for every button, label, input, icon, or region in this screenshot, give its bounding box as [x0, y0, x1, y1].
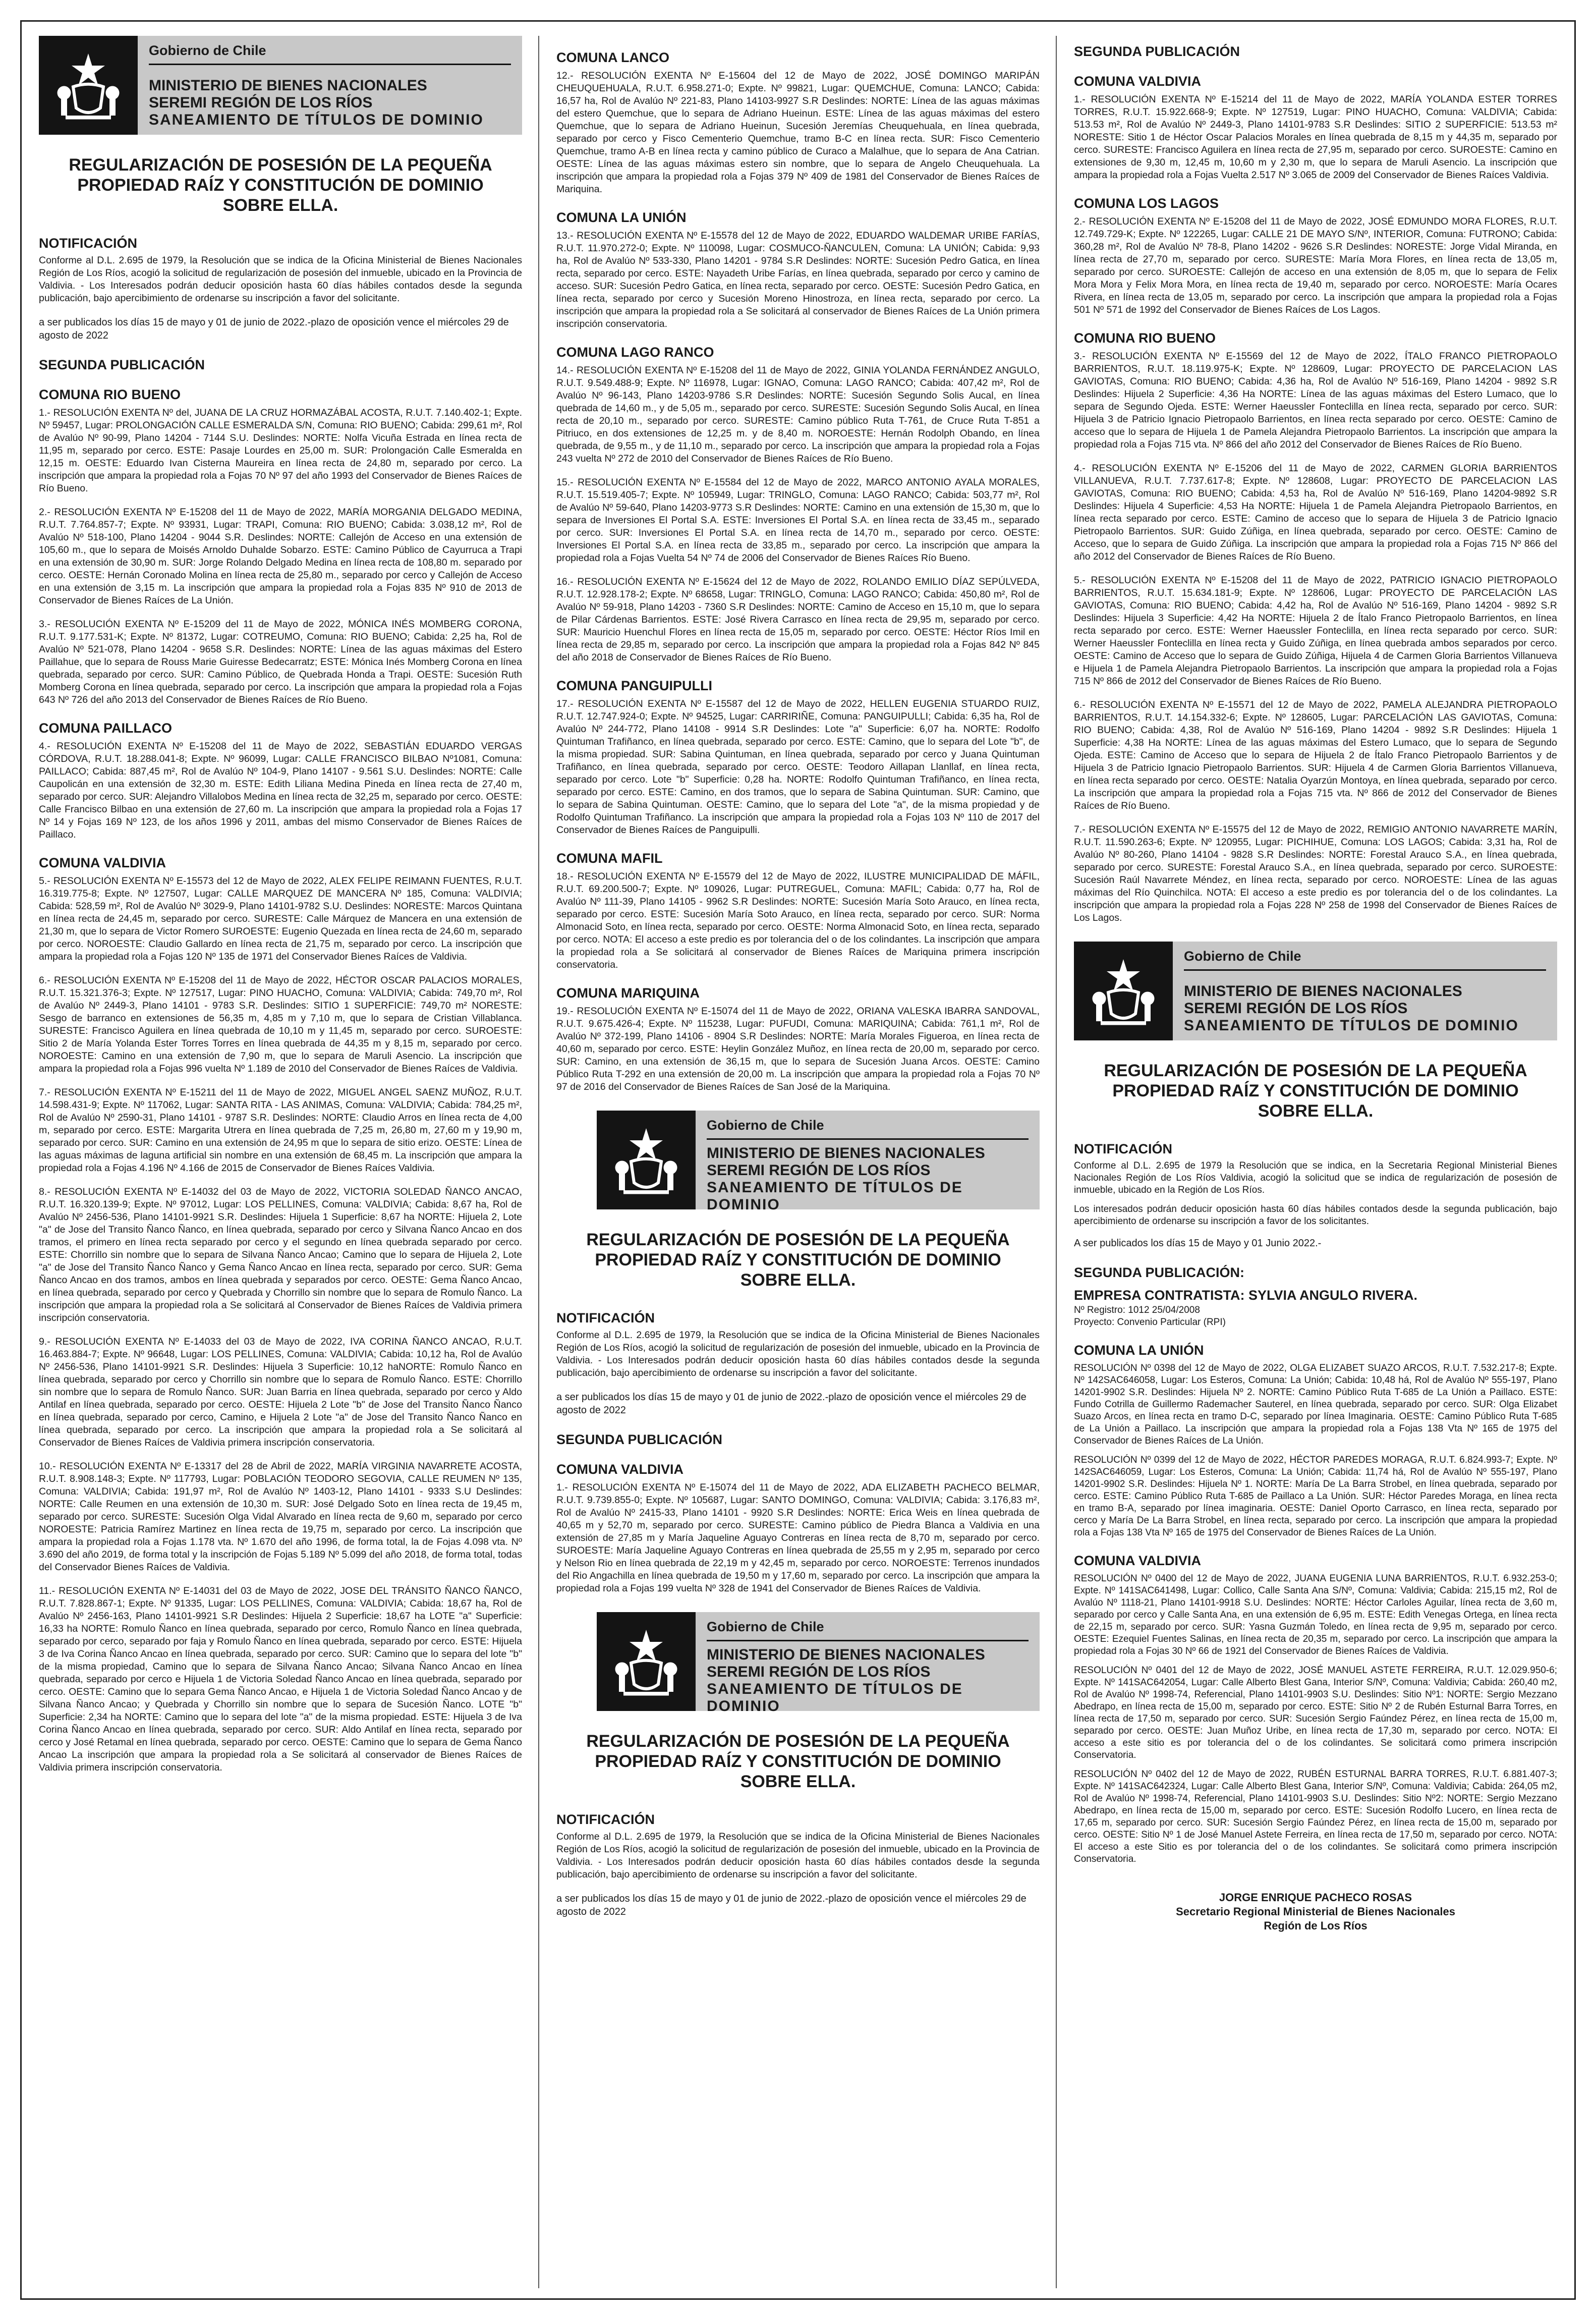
resolution-entry: RESOLUCIÓN Nº 0398 del 12 de Mayo de 2022, OLGA ELIZABET SUAZO ARCOS, R.U.T. 7.532.217-8; Expte. Nº 142SAC646058, Lugar: Los Esteros, Comuna: La Unión; Cabida: 10,48 há, Rol de Avalúo Nº 555-197, Plano 14201-9902 S.R. Deslindes: Hijuela Nº 2. NORTE: Camino Público Ruta T-685 de La Unión a Paillaco. ESTE: Fundo Cotrilla de Guillermo Rademacher Sauterel, en línea quebrada, separado por cerco. SUR: Olga Elizabet Suazo Arcos, en línea recta en tramo D-C, separado por línea Imaginaria. OESTE: Camino Público Ruta T-685 de La Unión a Paillaco. La inscripción que ampara la propiedad rola a Fojas 138 Vta Nº 165 de 1975 del Conservador de Bienes Raíces de La Unión.: [1074, 1363, 1557, 1446]
registro-number: Nº Registro: 1012 25/04/2008: [1074, 1305, 1200, 1315]
chile-coat-of-arms-icon: [597, 1111, 696, 1209]
header-text-box: [696, 1612, 1040, 1715]
resolution-entry: 7.- RESOLUCIÓN EXENTA Nº E-15211 del 11 de Mayo de 2022, MIGUEL ANGEL SAENZ MUÑOZ, R.U.T. 14.598.431-9; Expte. Nº 117062, Lugar: SANTA RITA - LAS ANIMAS, Comuna: VALDIVIA; Cabida: 784,25 m², Rol de Avalúo Nº 2590-31, Plano 14101 - 9787 S.R. Deslindes: NORTE: Claudio Arros en línea recta de 4,00 m, separado por cerco. ESTE: Margarita Utrera en línea quebrada de 7,25 m, 26,80 m, 27,60 m y 19,90 m, separado por cerco. SUR: Camino en una extensión de 24,95 m que lo separa de sitio erizo. OESTE: Línea de las aguas máximas de laguna artificial sin nombre en una extensión de 68,45 m. La inscripción que ampara la propiedad rola a Fojas 4.196 Nº 4.166 de 2015 de Conservador de Bienes Raíces Valdivia.: [39, 1087, 522, 1174]
comuna-heading: COMUNA LOS LAGOS: [1074, 196, 1219, 211]
seremi-name: SEREMI REGIÓN DE LOS RÍOS: [1184, 1000, 1408, 1017]
interesados-text: Los interesados podrán deducir oposición hasta 60 días hábiles contados desde la segunda publicación, bajo apercibimiento de ordenarse su inscripción a favor de los solicitantes.: [1074, 1204, 1557, 1227]
empresa-contratista: EMPRESA CONTRATISTA: SYLVIA ANGULO RIVERA.: [1074, 1288, 1418, 1303]
resolution-entry: 17.- RESOLUCIÓN EXENTA Nº E-15587 del 12 de Mayo de 2022, HELLEN EUGENIA STUARDO RUIZ, R.U.T. 12.747.924-0; Expte. Nº 94525, Lugar: CARRIRIÑE, Comuna: PANGUIPULLI; Cabida: 6,35 ha, Rol de Avalúo Nº 244-772, Plano 14108 - 9914 S.R Deslindes: Lote "a" Superficie: 6,07 ha. NORTE: Rodolfo Quintuman Trafiñanco, en línea quebrada, separado por cerco. ESTE: Camino, que lo separa del Lote "b", de la misma propiedad. SUR: Sabina Quintuman, en línea quebrada, separado por cerco y Juana Quintuman Trafiñanco, en línea quebrada, separado por cerco. OESTE: Teodoro Aillapan Llanllaf, en línea recta, separado por cerco. Lote "b" Superficie: 0,28 ha. NORTE: Rodolfo Quintuman Trafiñanco, en línea recta, separado por cerco. ESTE: Camino, en dos tramos, que lo separa de Sabina Quintuman. SUR: Camino, que lo separa de Sabina Quintuman. OESTE: Camino, que lo separa del Lote "a", de la misma propiedad y de Rodolfo Quintuman Trafiñanco. La inscripción que ampara la propiedad rola a Fojas 103 Nº 110 de 2017 del Conservador de Bienes Raíces de Panguipulli.: [556, 698, 1040, 836]
notice-d-entries: [1074, 1343, 1557, 1865]
segunda-publicacion-label: SEGUNDA PUBLICACIÓN: [556, 1432, 723, 1447]
newspaper-page: [20, 20, 1576, 2300]
notice-title: REGULARIZACIÓN DE POSESIÓN DE LA PEQUEÑA PROPIEDAD RAÍZ Y CONSTITUCIÓN DE DOMINIO SOBRE ELLA.: [69, 155, 492, 215]
seremi-name: SEREMI REGIÓN DE LOS RÍOS: [707, 1162, 931, 1179]
ministry-name: MINISTERIO DE BIENES NACIONALES: [149, 77, 427, 94]
comuna-heading: COMUNA MARIQUINA: [556, 985, 700, 1001]
column-3: [1074, 36, 1557, 2288]
resolution-entry: 1.- RESOLUCIÓN EXENTA Nº E-15074 del 11 de Mayo de 2022, ADA ELIZABETH PACHECO BELMAR, R.U.T. 9.739.855-0; Expte. Nº 105687, Lugar: SANTO DOMINGO, Comuna: VALDIVIA; Cabida: 3.176,83 m², Rol de Avalúo Nº 2415-33, Plano 14101 - 9920 S.R Deslindes: NORTE: Erica Weis en línea quebrada de 40,65 m y 52,70 m, separado por cerco. SURESTE: Camino público de Piedra Blanca a Valdivia en una extensión de 27,85 m y María Jaqueline Aguayo Contreras en línea recta de 8,70 m, separado por cerco. SUROESTE: María Jaqueline Aguayo Contreras en línea quebrada de 25,55 m y 2,95 m, separado por cerco y Nelson Rio en línea quebrada de 22,19 m y 42,45 m, separado por cerco. NOROESTE: Terrenos inundados del Rio Angachilla en línea quebrada de 19,50 m y 17,60 m, separado por cerco. La inscripción que ampara la propiedad rola a Fojas 199 vuelta Nº 328 de 1941 del Conservador de Bienes Raíces de Valdivia.: [556, 1482, 1040, 1594]
ministry-header: [1074, 942, 1557, 1040]
notice-title: REGULARIZACIÓN DE POSESIÓN DE LA PEQUEÑA PROPIEDAD RAÍZ Y CONSTITUCIÓN DE DOMINIO SOBRE ELLA.: [586, 1732, 1010, 1791]
resolution-entry: 4.- RESOLUCIÓN EXENTA Nº E-15208 del 11 de Mayo de 2022, SEBASTIÁN EDUARDO VERGAS CÓRDOVA, R.U.T. 18.288.041-8; Expte. Nº 96099, Lugar: CALLE FRANCISCO BILBAO Nº1081, Comuna: PAILLACO; Cabida: 887,45 m², Rol de Avalúo Nº 104-9, Plano 14107 - 9.561 S.U. Deslindes: NORTE: Calle Caupolicán en una extensión de 32,30 m. ESTE: Edith Liliana Medina Pineda en línea recta de 27,40 m, separado por cerco. SUR: Alejandro Villalobos Medina en línea recta de 32,25 m, separado por cerco. OESTE: Calle Francisco Bilbao en una extensión de 27,60 m. La inscripción que ampara la propiedad rola a Fojas 17 Nº 14 y Fojas 169 Nº 123, de los años 1996 y 2011, ambas del mismo Conservador de Bienes Raíces de Paillaco.: [39, 741, 522, 840]
header-text-box: [1173, 942, 1557, 1040]
resolution-entry: 2.- RESOLUCIÓN EXENTA Nº E-15208 del 11 de Mayo de 2022, JOSÉ EDMUNDO MORA FLORES, R.U.T. 12.749.729-K; Expte. Nº 122265, Lugar: CALLE 21 DE MAYO S/Nº, INTERIOR, Comuna: FUTRONO; Cabida: 360,28 m², Rol de Avalúo Nº 78-8, Plano 14202 - 9626 S.R Deslindes: NORESTE: Jorge Vidal Miranda, en línea recta de 27,70 m, separado por cerco. SURESTE: María Mora Flores, en línea recta de 13,05 m, separado por cerco. SUROESTE: Callejón de acceso en una extensión de 8,05 m, que lo separa de Felix Mora Mora y Felix Mora Mora, en línea recta de 19,40 m, separado por cerco. NOROESTE: María Ocares Rivera, en línea recta de 13,05 m, separado por cerco. La inscripción que ampara la propiedad rola a Fojas 501 Nº 571 de 1992 del Conservador de Bienes Raíces de Los Lagos.: [1074, 216, 1557, 315]
ministry-name: MINISTERIO DE BIENES NACIONALES: [707, 1646, 985, 1663]
resolution-entry: 6.- RESOLUCIÓN EXENTA Nº E-15208 del 11 de Mayo de 2022, HÉCTOR OSCAR PALACIOS MORALES, R.U.T. 15.321.376-3; Expte. Nº 127517, Lugar: PINO HUACHO, Comuna: VALDIVIA; Cabida: 749,70 m², Rol de Avalúo Nº 2449-3, Plano 14101 - 9783 S.R. Deslindes: SITIO 1 SUPERFICIE: 749,70 m² NORESTE: Sesgo de barranco en extensiones de 56,35 m, 4,85 m y 7,10 m, que lo separa de Cristian Villablanca. SURESTE: Francisco Aguilera en línea quebrada de 10,10 m y 11,45 m, separado por cerco. SUROESTE: Sitio 2 de María Yolanda Ester Torres Torres en línea quebrada de 44,35 m y 8,15 m, separado por cerco. NOROESTE: Camino en una extensión de 7,90 m, que lo separa de Maruli Asencio. La inscripción que ampara la propiedad rola a Fojas 996 vuelta Nº 1.189 de 2010 del Conservador de Bienes Raíces de Valdivia.: [39, 975, 522, 1074]
comuna-heading: COMUNA LA UNIÓN: [556, 210, 687, 225]
comuna-heading: COMUNA PAILLACO: [39, 721, 172, 736]
segunda-publicacion-label: SEGUNDA PUBLICACIÓN: [39, 357, 205, 372]
notificacion-text: Conforme al D.L. 2.695 de 1979, la Resolución que se indica de la Oficina Ministerial de Bienes Nacionales Región de Los Ríos, acogió la solicitud de regularización de posesión del inmueble, ubicado en la Provincia de Valdivia. - Los Interesados podrán deducir oposición hasta 60 días hábiles contados desde la segunda publicación, bajo apercibimiento de ordenarse su inscripción a favor del solicitante.: [39, 255, 522, 304]
header-text-box: [138, 36, 522, 135]
publication-dates: a ser publicados los días 15 de mayo y 01 de junio de 2022.-plazo de oposición vence el miércoles 29 de agosto de 2022: [556, 1392, 1027, 1416]
ministry-header: [597, 1111, 1040, 1213]
resolution-entry: RESOLUCIÓN Nº 0400 del 12 de Mayo de 2022, JUANA EUGENIA LUNA BARRIENTOS, R.U.T. 6.932.253-0; Expte. Nº 141SAC641498, Lugar: Collico, Calle Santa Ana S/Nº, Comuna: Valdivia; Cabida: 215,15 m2, Rol de Avalúo Nº 1118-21, Plano 14101-9918 S.U. Deslindes: NORTE: Héctor Carloles Aguilar, línea recta de 3,60 m, separado por cerco y Calle Santa Ana, en una extensión de 6,95 m. ESTE: Edith Venegas Ortega, en línea recta de 22,15 m, separado por cerco. SUR: Yasna Guzmán Toledo, en línea recta de 9,95 m, separado por cerco. OESTE: Ezequiel Fuentes Salinas, en línea recta de 20,35 m, separado por cerco. La inscripción que ampara la propiedad rola a Fojas 30 Nº 66 de 1921 del Conservador de Bienes Raíces de Valdivia.: [1074, 1573, 1557, 1656]
comuna-heading: COMUNA RIO BUENO: [39, 387, 181, 402]
notice-title: REGULARIZACIÓN DE POSESIÓN DE LA PEQUEÑA PROPIEDAD RAÍZ Y CONSTITUCIÓN DE DOMINIO SOBRE ELLA.: [586, 1230, 1010, 1290]
gobierno-label: Gobierno de Chile: [149, 43, 511, 65]
comuna-heading: COMUNA RIO BUENO: [1074, 330, 1216, 346]
resolution-entry: 9.- RESOLUCIÓN EXENTA Nº E-14033 del 03 de Mayo de 2022, IVA CORINA ÑANCO ANCAO, R.U.T. 16.463.884-7; Expte. Nº 96648, Lugar: LOS PELLINES, Comuna: VALDIVIA; Cabida: 10,12 ha, Rol de Avalúo Nº 2456-536, Plano 14101-9921 S.R. Deslindes: Hijuela 3 Superficie: 10,12 haNORTE: Romulo Ñanco en línea quebrada, separado por cerco y Chorrillo sin nombre que lo separa de Romulo Ñanco. ESTE: Chorrillo sin nombre que lo separa de Romulo Ñanco. SUR: Juan Barria en línea quebrada, separado por cerco y Aldo Antilaf en línea quebrada, separado por cerco. OESTE: Hijuela 2 Lote "b" de Jose del Transito Ñanco Ñanco en línea quebrada, separado por cerco, Camino, e Hijuela 2 Lote "a" de Jose del Transito Ñanco Ñanco en línea quebrada, separado por cerco. La inscripción que ampara la propiedad rola a Se solicitará al Conservador de Bienes Raíces de Valdivia primera inscripción conservatoria.: [39, 1336, 522, 1448]
notice-title: REGULARIZACIÓN DE POSESIÓN DE LA PEQUEÑA PROPIEDAD RAÍZ Y CONSTITUCIÓN DE DOMINIO SOBRE ELLA.: [1104, 1061, 1527, 1121]
notificacion-label: NOTIFICACIÓN: [556, 1310, 655, 1325]
resolution-entry: 1.- RESOLUCIÓN EXENTA Nº E-15214 del 11 de Mayo de 2022, MARÍA YOLANDA ESTER TORRES TORRES, R.U.T. 15.922.668-9; Expte. Nº 127519, Lugar: PINO HUACHO, Comuna: VALDIVIA; Cabida: 513.53 m², Rol de Avalúo Nº 2449-3, Plano 14101-9783 S.R Deslindes: SITIO 2 SUPERFICIE: 513.53 m² NORESTE: Sitio 1 de Héctor Oscar Palacios Morales en línea quebrada de 8,15 m y 44,35 m, separado por cerco. SURESTE: Francisco Aguilera en línea recta de 27,95 m, separado por cerco. SUROESTE: Camino en extensiones de 9,30 m, 12,45 m, 10,60 m y 2,30 m, que lo separa de Maruli Asencio. La inscripción que ampara la propiedad rola a Fojas Vuelta 2.517 Nº 3.065 de 2009 del Conservador de Bienes Raíces Valdivia.: [1074, 94, 1557, 181]
notificacion-text: Conforme al D.L. 2.695 de 1979, la Resolución que se indica de la Oficina Ministerial de Bienes Nacionales Región de Los Ríos, acogió la solicitud de regularización de posesión del inmueble, ubicado en la Provincia de Valdivia. - Los Interesados podrán deducir oposición hasta 60 días hábiles contados desde la segunda publicación, bajo apercibimiento de ordenarse su inscripción a favor del solicitante.: [556, 1330, 1040, 1378]
comuna-heading: COMUNA MAFIL: [556, 851, 663, 866]
comuna-heading: COMUNA LANCO: [556, 50, 669, 65]
chile-coat-of-arms-icon: [39, 36, 138, 135]
column-2: [556, 36, 1040, 2288]
publication-dates: a ser publicados los días 15 de mayo y 01 de junio de 2022.-plazo de oposición vence el miércoles 29 de agosto de 2022: [39, 317, 509, 341]
resolution-entry: 19.- RESOLUCIÓN EXENTA Nº E-15074 del 11 de Mayo de 2022, ORIANA VALESKA IBARRA SANDOVAL, R.U.T. 9.675.426-4; Expte. Nº 115238, Lugar: PUFUDI, Comuna: MARIQUINA; Cabida: 761,1 m², Rol de Avalúo Nº 372-199, Plano 14106 - 8904 S.R Deslindes: NORTE: María Morales Figueroa, en línea recta de 40,60 m, separado por cerco. ESTE: Heylin González Muñoz, en línea recta de 20,00 m, separado por cerco. SUR: Camino, en una extensión de 36,15 m, que lo separa de Sucesión Juana Arcos. OESTE: Camino Público Ruta T-292 en una extensión de 20,00 m. La inscripción que ampara la propiedad rola a Fojas 70 Nº 97 de 2016 del Conservador de Bienes Raíces de San José de la Mariquina.: [556, 1006, 1040, 1092]
notificacion-label: NOTIFICACIÓN: [39, 236, 137, 251]
resolution-entry: 3.- RESOLUCIÓN EXENTA Nº E-15209 del 11 de Mayo de 2022, MÓNICA INÉS MOMBERG CORONA, R.U.T. 9.177.531-K; Expte. Nº 81372, Lugar: COTREUMO, Comuna: RIO BUENO; Cabida: 2,25 ha, Rol de Avalúo Nº 521-078, Plano 14204 - 9658 S.R. Deslindes: NORTE: Línea de las aguas máximas del Estero Paillahue, que lo separa de Rouss Marie Guiresse Bedecarratz; ESTE: Mónica Inés Momberg Corona en línea quebrada, separado por cerco. SUR: Camino Público, de Quebrada Honda a Trapi. OESTE: Sucesión Ruth Momberg Corona en línea quebrada, separado por cerco. La inscripción que ampara la propiedad rola a Fojas 643 Nº 726 del año 2013 del Conservador de Bienes Raíces de Río Bueno.: [39, 619, 522, 705]
ministry-name: MINISTERIO DE BIENES NACIONALES: [707, 1145, 985, 1162]
header-text-box: [696, 1111, 1040, 1213]
resolution-entry: 1.- RESOLUCIÓN EXENTA Nº del, JUANA DE LA CRUZ HORMAZÁBAL ACOSTA, R.U.T. 7.140.402-1; Expte. Nº 59457, Lugar: PROLONGACIÓN CALLE ESMERALDA S/N, Comuna: RIO BUENO; Cabida: 299,61 m², Rol de Avalúo Nº 90-99, Plano 14204 - 7144 S.U. Deslindes: NORTE: Nolfa Vicuña Estrada en línea recta de 11,95 m, separado por cerco. ESTE: Pasaje Lourdes en 25,00 m. SUR: Prolongación Calle Esmeralda en 12,15 m. OESTE: Eduardo Ivan Cisterna Maureira en línea recta de 24,80 m, separado por cerco. La inscripción que ampara la propiedad rola a Fojas 70 Nº 97 del año 1993 del Conservador de Bienes Raíces de Río Bueno.: [39, 407, 522, 494]
resolution-entry: 5.- RESOLUCIÓN EXENTA Nº E-15208 del 11 de Mayo de 2022, PATRICIO IGNACIO PIETROPAOLO BARRIENTOS, R.U.T. 15.634.181-9; Expte. Nº 128606, Lugar: PROYECTO DE PARCELACIÓN LAS GAVIOTAS, Comuna: RIO BUENO; Cabida: 4,42 ha, Rol de Avalúo Nº 516-169, Plano 14204 - 9892 S.R Deslindes: Hijuela 3 Superficie: 4,42 Ha NORTE: Hijuela 2 de Ítalo Franco Pietropaolo Barrientos, en línea recta separado por cerco. ESTE: Werner Haeussler Fonteclilla, en línea recta separado por cerco. SUR: Werner Haeussler Fonteclilla en línea recta y Guido Zúñiga, en línea quebrada ambos separados por cerco. OESTE: Camino de Acceso que lo separa de Guido Zúñiga, Hijuela 4 de Carmen Gloria Barrientos Villanueva e Hijuela 1 de Pamela Alejandra Pietropaolo Barrientos. La inscripción que ampara la propiedad rola a Fojas 715 Nº 866 de 2012 del Conservador de Bienes Raíces de Río Bueno.: [1074, 575, 1557, 687]
seremi-name: SEREMI REGIÓN DE LOS RÍOS: [707, 1664, 931, 1680]
column-2-entries: [556, 50, 1040, 1093]
resolution-entry: 7.- RESOLUCIÓN EXENTA Nº E-15575 del 12 de Mayo de 2022, REMIGIO ANTONIO NAVARRETE MARÍN, R.U.T. 11.590.263-6; Expte. Nº 120955, Lugar: PICHIHUE, Comuna: LOS LAGOS; Cabida: 3,31 ha, Rol de Avalúo Nº 80-260, Plano 14104 - 9828 S.R Deslindes: NORTE: Forestal Arauco S.A., en línea quebrada, separado por cerco. SURESTE: Forestal Arauco S.A., en línea quebrada, separado por cerco. SUROESTE: Sucesión Raúl Navarrete Méndez, en línea recta, separado por cerco. NOROESTE: Línea de las aguas máximas del Río Quinchilca. NOTA: El acceso a este predio es por tolerancia del o de los colindantes. La inscripción que ampara la propiedad rola a Fojas 228 Nº 258 de 1998 del Conservador de Bienes Raíces de Los Lagos.: [1074, 824, 1557, 923]
department-name: SANEAMIENTO DE TÍTULOS DE DOMINIO: [707, 1179, 963, 1213]
resolution-entry: 8.- RESOLUCIÓN EXENTA Nº E-14032 del 03 de Mayo de 2022, VICTORIA SOLEDAD ÑANCO ANCAO, R.U.T. 16.320.139-9; Expte. Nº 97012, Lugar: LOS PELLINES, Comuna: VALDIVIA; Cabida: 8,67 ha, Rol de Avalúo Nº 2456-536, Plano 14101-9921 S.R. Deslindes: Hijuela 1 Superficie: 8,67 ha NORTE: Hijuela 2, Lote "a" de Jose del Transito Ñanco Ñanco, en línea quebrada, separado por cerco y Silvana Ñanco Ancao en dos tramos, el primero en línea recta separado por cerco y el segundo en línea quebrada separado por cerco. ESTE: Chorrillo sin nombre que lo separa de Silvana Ñanco Ancao; Camino que lo separa de Hijuela 2, Lote "a" de Jose del Transito Ñanco Ñanco y Gema Ñanco Ancao en línea recta, separado por cerco. SUR: Gema Ñanco Ancao en dos tramos, ambos en línea quebrada y separados por cerco. OESTE: Gema Ñanco Ancao, en línea quebrada, separado por cerco y Quebrada y Chorrillo sin nombre que lo separa de Romulo Ñanco. La inscripción que ampara la propiedad rola a Se solicitará al Conservador de Bienes Raíces de Valdivia primera inscripción conservatoria.: [39, 1186, 522, 1323]
resolution-entry: 18.- RESOLUCIÓN EXENTA Nº E-15579 del 12 de Mayo de 2022, ILUSTRE MUNICIPALIDAD DE MÁFIL, R.U.T. 69.200.500-7; Expte. Nº 109026, Lugar: PUTREGUEL, Comuna: MAFIL; Cabida: 0,77 ha, Rol de Avalúo Nº 111-39, Plano 14105 - 9962 S.R Deslindes: NORTE: Sucesión María Soto Arauco, en línea recta, separado por cerco. ESTE: Sucesión María Soto Arauco, en línea recta, separado por cerco. SUR: Norma Almonacid Soto, en línea recta, separado por cerco. OESTE: Norma Almonacid Soto, en línea recta, separado por cerco. NOTA: El acceso a este predio es por tolerancia del o de los colindantes. La inscripción que ampara la propiedad rola a Se solicitará al conservador de Bienes Raíces de Mariquina primera inscripción conservatoria.: [556, 871, 1040, 970]
resolution-entry: RESOLUCIÓN Nº 0401 del 12 de Mayo de 2022, JOSÉ MANUEL ASTETE FERREIRA, R.U.T. 12.029.950-6; Expte. Nº 141SAC642054, Lugar: Calle Alberto Blest Gana, Interior S/Nº, Comuna: Valdivia; Cabida: 260,40 m2, Rol de Avalúo Nº 1998-74, Referencial, Plano 14101-9903 S.U. Deslindes: Sitio Nº1: NORTE: Sergio Mezzano Abedrapo, en línea recta de 15,00 m, separado por cerco. ESTE: Sitio Nº 2 de Rubén Esturnal Barra Torres, en línea recta de 17,50 m, separado por cerco. SUR: Sucesión Sergio Faúndez Pérez, en línea recta de 15,00 m, separado por cerco. OESTE: Juan Muñoz Uribe, en línea recta de 17,30 m, separado por cerco. NOTA: El acceso a este sitio es por tolerancia del o de los colindantes. Se solicitará como primera inscripción Conservatoria.: [1074, 1665, 1557, 1760]
chile-coat-of-arms-icon: [1074, 942, 1173, 1040]
resolution-entry: 6.- RESOLUCIÓN EXENTA Nº E-15571 del 12 de Mayo de 2022, PAMELA ALEJANDRA PIETROPAOLO BARRIENTOS, R.U.T. 14.154.332-6; Expte. Nº 128605, Lugar: PARCELACIÓN LAS GAVIOTAS, Comuna: RIO BUENO; Cabida: 4,38, Rol de Avalúo Nº 516-169, Plano 14204 - 9892 S.R Deslindes: Hijuela 1 Superficie: 4,38 Ha NORTE: Línea de las aguas máximas del Estero Lumaco, que lo separa de Segundo Ojeda. ESTE: Camino de Acceso que lo separa de Hijuela 2 de Ítalo Franco Pietropaolo Barrientos y de Hijuela 3 de Patricio Ignacio Pietropaolo Barrientos. SUR: Hijuela 4 de Carmen Gloria Barrientos Villanueva, en línea recta separado por cerco. OESTE: Natalia Oyarzún Montoya, en línea quebrada, separado por cerco. La inscripción que ampara la propiedad rola a Fojas 715 vta. Nº 866 de 2012 del Conservador de Bienes Raíces de Río Bueno.: [1074, 699, 1557, 811]
proyecto-label: Proyecto: Convenio Particular (RPI): [1074, 1317, 1226, 1328]
department-name: SANEAMIENTO DE TÍTULOS DE DOMINIO: [1184, 1017, 1519, 1034]
notificacion-label: NOTIFICACIÓN: [556, 1812, 655, 1827]
column-3-entries: [1074, 74, 1557, 924]
department-name: SANEAMIENTO DE TÍTULOS DE DOMINIO: [707, 1681, 963, 1715]
notificacion-label: NOTIFICACIÓN: [1074, 1141, 1172, 1156]
ministry-name: MINISTERIO DE BIENES NACIONALES: [1184, 983, 1462, 1000]
gobierno-label: Gobierno de Chile: [707, 1118, 1029, 1140]
resolution-entry: 2.- RESOLUCIÓN EXENTA Nº E-15208 del 11 de Mayo de 2022, MARÍA MORGANIA DELGADO MEDINA, R.U.T. 7.764.857-7; Expte. Nº 93931, Lugar: TRAPI, Comuna: RIO BUENO; Cabida: 3.038,12 m², Rol de Avalúo Nº 518-100, Plano 14204 - 9044 S.R. Deslindes: NORTE: Callejón de Acceso en una extensión de 105,60 m., que lo separa de Moisés Arnoldo Duhalde Sobarzo. ESTE: Camino Público de Cayurruca a Trapi en una extensión de 30,90 m. SUR: Jorge Rolando Delgado Medina en línea recta de 108,80 m. separado por cerco. OESTE: Hernán Coronado Molina en línea recta de 25,80 m., separado por cerco y Callejón de Acceso en una extensión de 3,15 m. La inscripción que ampara la propiedad rola a Fojas 835 Nº 910 de 2013 de Conservador de Bienes Raíces de La Unión.: [39, 507, 522, 606]
comuna-heading: COMUNA LAGO RANCO: [556, 345, 714, 360]
resolution-entry: 15.- RESOLUCIÓN EXENTA Nº E-15584 del 12 de Mayo de 2022, MARCO ANTONIO AYALA MORALES, R.U.T. 15.519.405-7; Expte. Nº 105949, Lugar: TRINGLO, Comuna: LAGO RANCO; Cabida: 503,77 m², Rol de Avalúo Nº 59-640, Plano 14203-9773 S.R Deslindes: NORTE: Camino en una extensión de 15,30 m, que lo separa de Inversiones El Portal S.A. ESTE: Inversiones El Portal S.A. en línea recta de 33,45 m., separado por cerco. SUR: Inversiones El Portal S.A. en línea recta de 14,70 m., separado por cerco. OESTE: Inversiones El Portal S.A. en línea recta de 33,85 m., separado por cerco. La inscripción que ampara la propiedad rola a Fojas Vuelta 54 Nº 74 de 2006 del Conservador de Bienes Raíces Río Bueno.: [556, 477, 1040, 564]
resolution-entry: 13.- RESOLUCIÓN EXENTA Nº E-15578 del 12 de Mayo de 2022, EDUARDO WALDEMAR URIBE FARÍAS, R.U.T. 11.970.272-0; Expte. Nº 110098, Lugar: COSMUCO-ÑANCULEN, Comuna: LA UNIÓN; Cabida: 9,93 ha, Rol de Avalúo Nº 533-330, Plano 14201 - 9784 S.R Deslindes: NORTE: Sucesión Pedro Gatica, en línea recta, separado por cerco. ESTE: Nayadeth Uribe Farías, en línea quebrada, separado por cerco y camino de acceso. SUR: Sucesión Pedro Gatica, en línea recta, separado por cerco. OESTE: Sucesión Pedro Gatica, en línea recta, separado por cerco y Sucesión Moreno Hinostroza, en línea recta, separado por cerco. La inscripción que ampara la propiedad rola a Se solicitará al conservador de Bienes Raíces de La Unión primera inscripción conservatoria.: [556, 230, 1040, 329]
signatory-name: JORGE ENRIQUE PACHECO ROSAS: [1219, 1891, 1412, 1904]
seremi-name: SEREMI REGIÓN DE LOS RÍOS: [149, 94, 373, 111]
resolution-entry: 5.- RESOLUCIÓN EXENTA Nº E-15573 del 12 de Mayo de 2022, ALEX FELIPE REIMANN FUENTES, R.U.T. 16.319.775-8; Expte. Nº 127507, Lugar: CALLE MARQUEZ DE MANCERA Nº 185, Comuna: VALDIVIA; Cabida: 528,59 m², Rol de Avalúo Nº 3029-9, Plano 14101-9782 S.U. Deslindes: NORESTE: Marcos Quintana en línea recta de 24,45 m, separado por cerco. SURESTE: Calle Márquez de Mancera en una extensión de 21,30 m, que lo separa de Victor Romero SUROESTE: Eugenio Quezada en línea recta de 24,60 m, separado por cerco. NOROESTE: Claudio Gallardo en línea recta de 21,75 m, separado por cerco. La inscripción que ampara la propiedad rola a Fojas 120 Nº 135 de 1971 del Conservador Bienes Raíces de Valdivia.: [39, 875, 522, 962]
ministry-header: [597, 1612, 1040, 1715]
resolution-entry: 12.- RESOLUCIÓN EXENTA Nº E-15604 del 12 de Mayo de 2022, JOSÉ DOMINGO MARIPÁN CHEUQUEHUALA, R.U.T. 6.958.271-0; Expte. Nº 99821, Lugar: QUEMCHUE, Comuna: LANCO; Cabida: 16,57 ha, Rol de Avalúo Nº 221-83, Plano 14103-9927 S.R Deslindes: NORTE: Línea de las aguas máximas del estero Quemchue, que lo separa de Adriano Hueinun. ESTE: Línea de las aguas máximas del estero Quemchue, que lo separa de Adriano Hueinun, Sucesión Jeremías Cheuquehuala, en línea quebrada, separado por cerco y Fisco Cementerio Quemchue, tramo B-C en línea recta. SUR: Fisco Cementerio Quemchue, tramo A-B en línea recta y camino público de Curaco a Malalhue, que lo separa de Ana Catrian. OESTE: Línea de las aguas máximas estero sin nombre, que lo separa de Angelo Cheuquehuala. La inscripción que ampara la propiedad rola a Fojas 379 Nº 409 de 1981 del Conservador de Bienes Raíces de Mariquina.: [556, 70, 1040, 195]
column-divider: [538, 36, 539, 2288]
column-divider: [1056, 36, 1057, 2288]
signatory-title: Secretario Regional Ministerial de Bienes Nacionales: [1176, 1905, 1455, 1918]
resolution-entry: 14.- RESOLUCIÓN EXENTA Nº E-15208 del 11 de Mayo de 2022, GINIA YOLANDA FERNÁNDEZ ANGULO, R.U.T. 9.549.488-9; Expte. Nº 116978, Lugar: IGNAO, Comuna: LAGO RANCO; Cabida: 407,42 m², Rol de Avalúo Nº 96-143, Plano 14203-9786 S.R Deslindes: NORTE: Sucesión Segundo Solis Aucal, en línea quebrada de 14,60 m., y de 5,05 m., separado por cerco. SURESTE: Sucesión Segundo Solis Aucal, en línea recta de 20,10 m., separado por cerco. SURESTE: Camino público Ruta T-761, de Cruce Ruta T-851 a Pitriuco, en dos extensiones de 12,25 m. y de 8,40 m. NOROESTE: Hernán Rodolph Obando, en línea quebrada, de 9,55 m., y de 11,10 m., separado por cerco. La inscripción que ampara la propiedad rola a Fojas 243 vuelta Nº 272 de 2010 del Conservador de Bienes Raíces de Río Bueno.: [556, 365, 1040, 464]
notificacion-text: Conforme al D.L. 2.695 de 1979, la Resolución que se indica de la Oficina Ministerial de Bienes Nacionales Región de Los Ríos, acogió la solicitud de regularización de posesión del inmueble, ubicado en la Provincia de Valdivia. - Los Interesados podrán deducir oposición hasta 60 días hábiles contados desde la segunda publicación, bajo apercibimiento de ordenarse su inscripción a favor del solicitante.: [556, 1831, 1040, 1880]
comuna-heading: COMUNA VALDIVIA: [39, 855, 166, 870]
notice-block-b: [556, 1111, 1040, 1595]
comuna-heading: COMUNA VALDIVIA: [556, 1462, 683, 1477]
notice-block-d: [1074, 942, 1557, 1933]
column-1-entries: [39, 387, 522, 1774]
resolution-entry: RESOLUCIÓN Nº 0399 del 12 de Mayo de 2022, HÉCTOR PAREDES MORAGA, R.U.T. 6.824.993-7; Expte. Nº 142SAC646059, Lugar: Los Esteros, Comuna: La Unión; Cabida: 11,74 há, Rol de Avalúo Nº 555-197, Plano 14201-9902 S.R. Deslindes: Hijuela Nº 1. NORTE: María De La Barra Strobel, en línea quebrada, separado por cerco. ESTE: Camino Público Ruta T-685 de Paillaco a La Unión. SUR: Héctor Paredes Moraga, en línea recta en tramo B-A, separado por línea imaginaria. OESTE: Daniel Oporto Carrasco, en línea recta, separado por cerco y María De La Barra Strobel, en línea recta, separado por cerco. La inscripción que ampara la propiedad rola a Fojas 138 Vta Nº 165 de 1975 del Conservador de Bienes Raíces de La Unión.: [1074, 1455, 1557, 1538]
resolution-entry: 10.- RESOLUCIÓN EXENTA Nº E-13317 del 28 de Abril de 2022, MARÍA VIRGINIA NAVARRETE ACOSTA, R.U.T. 8.908.148-3; Expte. Nº 117793, Lugar: POBLACIÓN TEODORO SEGOVIA, CALLE REUMEN Nº 135, Comuna: VALDIVIA; Cabida: 191,97 m², Rol de Avalúo Nº 1403-12, Plano 14101 - 9333 S.U Deslindes: NORTE: Calle Reumen en una extensión de 10,30 m. SUR: José Delgado Soto en línea recta de 19,45 m, separado por cerco. SURESTE: Sucesión Olga Vidal Alvarado en línea recta de 9,60 m, separado por cerco NOROESTE: Patricia Ramírez Martinez en línea recta de 19,75 m, separado por cerco. La inscripción que ampara la propiedad rola a Fojas 1.178 vta. Nº 1.670 del año 1996, de forma total, la de Fojas 4.098 vta. Nº 3.690 del año 2019, de forma total y la inscripción de Fojas 5.189 Nº 5.099 del año 2018, de forma total, todas del Conservador Bienes Raíces de Valdivia.: [39, 1461, 522, 1573]
comuna-heading: COMUNA LA UNIÓN: [1074, 1343, 1204, 1358]
chile-coat-of-arms-icon: [597, 1612, 696, 1711]
gobierno-label: Gobierno de Chile: [1184, 949, 1546, 971]
resolution-entry: 16.- RESOLUCIÓN EXENTA Nº E-15624 del 12 de Mayo de 2022, ROLANDO EMILIO DÍAZ SEPÚLVEDA, R.U.T. 12.928.178-2; Expte. Nº 68658, Lugar: TRINGLO, Comuna: LAGO RANCO; Cabida: 450,80 m², Rol de Avalúo Nº 59-918, Plano 14203 - 7360 S.R Deslindes: NORTE: Camino de Acceso en 15,10 m, que lo separa de Pilar Cárdenas Barrientos. ESTE: José Rivera Carrasco en línea recta de 29,95 m, separado por cerco. SUR: Mauricio Huenchul Flores en línea recta de 15,05 m, separado por cerco. OESTE: Héctor Ríos Imil en línea recta de 29,85 m, separado por cerco. La inscripción que ampara la propiedad rola a Fojas 842 Nº 845 del año 2018 de Conservador de Bienes Raíces de Río Bueno.: [556, 576, 1040, 663]
department-name: SANEAMIENTO DE TÍTULOS DE DOMINIO: [149, 112, 484, 128]
signature-block: [1074, 1891, 1557, 1933]
comuna-heading: COMUNA PANGUIPULLI: [556, 678, 712, 693]
segunda-publicacion-label: SEGUNDA PUBLICACIÓN: [1074, 44, 1240, 59]
publication-dates: a ser publicados los días 15 de mayo y 01 de junio de 2022.-plazo de oposición vence el miércoles 29 de agosto de 2022: [556, 1893, 1027, 1917]
gobierno-label: Gobierno de Chile: [707, 1619, 1029, 1641]
signatory-region: Región de Los Ríos: [1264, 1919, 1367, 1932]
ministry-header: [39, 36, 522, 135]
notice-block-c: [556, 1612, 1040, 1918]
resolution-entry: 11.- RESOLUCIÓN EXENTA Nº E-14031 del 03 de Mayo de 2022, JOSE DEL TRÁNSITO ÑANCO ÑANCO, R.U.T. 7.828.867-1; Expte. Nº 91335, Lugar: LOS PELLINES, Comuna: VALDIVIA; Cabida: 18,67 ha, Rol de Avalúo Nº 2456-163, Plano 14101-9921 S.R Deslindes: Hijuela 2 Superficie: 18,67 ha LOTE "a" Superficie: 16,33 ha NORTE: Romulo Ñanco en línea quebrada, separado por cerco, Romulo Ñanco en línea quebrada, separado por cerco, separado por faja y Romulo Ñanco en línea quebrada, separado por cerco. ESTE: Hijuela 3 de Iva Corina Ñanco Ancao en línea quebrada, separado por cerco. SUR: Camino que lo separa del lote "b" de la misma propiedad, Camino que lo separa de Silvana Ñanco Ancao; Silvana Ñanco Ancao en línea quebrada, separado por cerco e Hijuela 1 de Victoria Soledad Ñanco Ancao en línea quebrada, separado por cerco. OESTE: Camino que lo separa Gema Ñanco Ancao, e Hijuela 1 de Victoria Soledad Ñanco Ancao y de Silvana Ñanco Ancao; y Quebrada y Chorrillo sin nombre que lo separa de Sucesión Ñanco. LOTE "b" Superficie: 2,34 ha NORTE: Camino que lo separa del lote "a" de la misma propiedad. ESTE: Hijuela 3 de Iva Corina Ñanco Ancao en línea quebrada, separado por cerco. SUR: Aldo Antilaf en línea recta, separado por cerco y José Retamal en línea quebrada, separado por cerco. OESTE: Camino que lo separa de Gema Ñanco Ancao La inscripción que ampara la propiedad rola a Se solicitará al conservador de Bienes Raíces de Valdivia primera inscripción conservatoria.: [39, 1585, 522, 1773]
publication-dates: A ser publicados los días 15 de Mayo y 01 Junio 2022.-: [1074, 1238, 1322, 1249]
comuna-heading: COMUNA VALDIVIA: [1074, 74, 1201, 89]
resolution-entry: RESOLUCIÓN Nº 0402 del 12 de Mayo de 2022, RUBÉN ESTURNAL BARRA TORRES, R.U.T. 6.881.407-3; Expte. Nº 141SAC642324, Lugar: Calle Alberto Blest Gana, Interior S/Nº, Comuna: Valdivia; Cabida: 264,05 m2, Rol de Avalúo Nº 1998-74, Referencial, Plano 14101-9903 S.U. Deslindes: Sitio Nº2: NORTE: Sergio Mezzano Abedrapo, en línea recta de 15,00 m, separado por cerco. ESTE: Sucesión Rodolfo Lucero, en línea recta de 17,65 m, separado por cerco. SUR: Sucesión Sergio Faúndez Pérez, en línea recta de 15,00 m, separado por cerco. OESTE: Sitio Nº 1 de José Manuel Astete Ferreira, en línea recta de 17,50 m, separado por cerco. NOTA: El acceso a este Sitio es por tolerancia del o de los colindantes. Se solicitará como primera inscripción Conservatoria.: [1074, 1769, 1557, 1864]
comuna-heading: COMUNA VALDIVIA: [1074, 1553, 1201, 1568]
resolution-entry: 3.- RESOLUCIÓN EXENTA Nº E-15569 del 12 de Mayo de 2022, ÍTALO FRANCO PIETROPAOLO BARRIENTOS, R.U.T. 18.119.975-K; Expte. Nº 128609, Lugar: PROYECTO DE PARCELACION LAS GAVIOTAS, Comuna: RIO BUENO; Cabida: 4,36 ha, Rol de Avalúo Nº 516-169, Plano 14204 - 9892 S.R Deslindes: Hijuela 2 Superficie: 4,36 Ha NORTE: Línea de las aguas máximas del Estero Lumaco, que lo separa de Segundo Ojeda. ESTE: Werner Haeussler Fonteclilla en línea recta, separado por cerco. SUR: Hijuela 3 de Patricio Ignacio Pietropaolo Barrientos, en línea recta separado por cerco. OESTE: Camino de acceso que lo separa de Hijuela 1 de Pamela Alejandra Pietropaolo Barrientos. La inscripción que ampara la propiedad rola a Fojas 715 vta. Nº 866 del año 2012 del Conservador de Bienes Raíces de Río Bueno.: [1074, 351, 1557, 450]
segunda-publicacion-label: SEGUNDA PUBLICACIÓN:: [1074, 1265, 1245, 1280]
notificacion-text: Conforme al D.L. 2.695 de 1979 la Resolución que se indica, en la Secretaria Regional Ministerial Bienes Nacionales Región de Los Ríos Valdivia, acogió la solicitud que se indica de regularización de posesión de inmueble, ubicado en la Región de Los Ríos.: [1074, 1161, 1557, 1195]
resolution-entry: 4.- RESOLUCIÓN EXENTA Nº E-15206 del 11 de Mayo de 2022, CARMEN GLORIA BARRIENTOS VILLANUEVA, R.U.T. 7.737.617-8; Expte. Nº 128608, Lugar: PROYECTO DE PARCELACION LAS GAVIOTAS, Comuna: RIO BUENO; Cabida: 4,53 ha, Rol de Avalúo Nº 516-169, Plano 14204-9892 S.R Deslindes: Hijuela 4 Superficie: 4,53 Ha NORTE: Hijuela 1 de Pamela Alejandra Pietropaolo Barrientos, en línea recta separado por cerco. ESTE: Camino de acceso que lo separa de Hijuela 3 de Patricio Ignacio Pietropaolo Barrientos. SUR: Guido Zúñiga, en línea quebrada, separado por cerco. OESTE: Camino de Acceso, que lo separa de Guido Zúñiga. La inscripción que ampara la propiedad rola a Fojas 715 Nº 866 del año 2012 del Conservador de Bienes Raíces de Río Bueno.: [1074, 463, 1557, 562]
column-1: [39, 36, 522, 2288]
